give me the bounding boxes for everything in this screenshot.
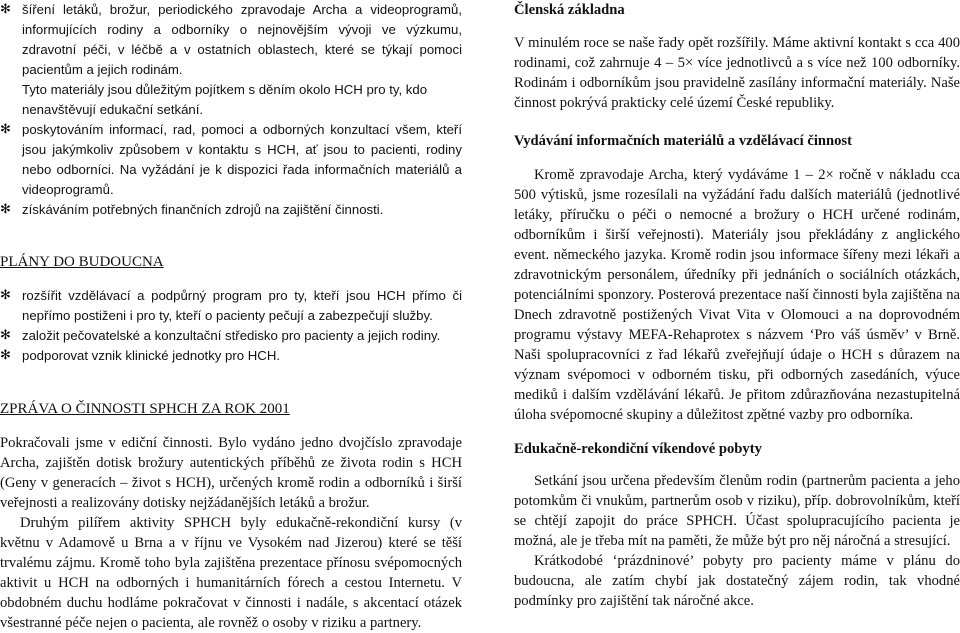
- edu-paragraph-1: Setkání jsou určena především členům rodin (partnerům pacienta a jeho potomkům či vnukům, partnerům osob v riziku), příp. dobrovolníkům, kteří se chtějí zapojit do práce SPHCH. Účast spolupracujícího pacienta je možná, ale je třeba mít na paměti, že může být pro něj náročná a stresující.: [514, 473, 960, 549]
- asterisk-bullet-icon: ✻: [0, 2, 11, 17]
- asterisk-bullet-icon: ✻: [0, 328, 11, 343]
- plan-text: založit pečovatelské a konzultační středisko pro pacienty a jejich rodiny.: [22, 328, 441, 343]
- member-heading: Členská základna: [514, 2, 625, 18]
- bullet-text: šíření letáků, brožur, periodického zpravodaje Archa a videoprogramů, informujících rodiny a odborníky o nejnovějším vývoji ve výzkumu, zdravotní péči, v léčbě a v ostatních oblastech, které se týkají pomoci pacientům a jejich rodinám.: [22, 2, 462, 77]
- plan-text: podporovat vznik klinické jednotky pro HCH.: [22, 348, 281, 363]
- bullet-text: poskytováním informací, rad, pomoci a odborných konzultací všem, kteří jsou jakýmkoliv způsobem v kontaktu s HCH, ať jsou to pacienti, rodiny nebo odborníci. Na vyžádání je k dispozici řada informačních materiálů a videoprogramů.: [22, 122, 462, 197]
- info-paragraph: Kromě zpravodaje Archa, který vydáváme 1 – 2× ročně v nákladu cca 500 výtisků, jsme rozesílali na vyžádání řadu dalších materiálů (jednotlivé letáky, příručku o péči o nemocné a brožury o HCH určené rodinám, odborníkům i širší veřejnosti). Materiály jsou překládány z anglického event. německého jazyka. Kromě rodin jsou informace šířeny mezi lékaři a zdravotnickým personálem, úředníky při jednáních o sociálních otázkách, potenciálními sponzory. Posterová prezentace naší činnosti byla zajištěna na Dnech zdravotně postižených Vivat Vita v Olomouci a na doprovodném programu výstavy MEFA-Rehaprotex s názvem ‘Pro váš úsměv’ v Brně. Naši spolupracovníci z řad lékařů zveřejňují údaje o HCH s důrazem na význam svépomoci v odborném tisku, při odborných zasedáních, výuce mediků i dalším vzdělávání lékařů. Je přitom zdůrazňována nezastupitelná úloha svépomocné skupiny a důležitost zpětné vazby pro odborníka.: [514, 167, 960, 423]
- bullet-funding: [0, 200, 462, 220]
- info-heading: Vydávání informačních materiálů a vzdělávací činnost: [514, 133, 852, 149]
- bullet-leaflets: [0, 0, 462, 80]
- report-paragraph-1: Pokračovali jsme v ediční činnosti. Bylo vydáno jedno dvojčíslo zpravodaje Archa, zajištěn dotisk brožury autentických příběhů ze života rodin s HCH (Geny v generacích – život s HCH), určených kromě rodin a odborníků i širší veřejnosti a realizovány dotisky nejžádanějších letáků a brožur.: [0, 435, 462, 511]
- report-heading: ZPRÁVA O ČINNOSTI SPHCH ZA ROK 2001: [0, 401, 290, 417]
- left-column: [0, 0, 462, 633]
- edu-heading: Edukačně-rekondiční víkendové pobyty: [514, 441, 762, 457]
- plan-item: [0, 326, 462, 346]
- plan-item: [0, 286, 462, 326]
- plans-heading: PLÁNY DO BUDOUCNA: [0, 254, 164, 270]
- right-column: [514, 0, 960, 611]
- edu-paragraph-2: Krátkodobé ‘prázdninové’ pobyty pro pacienty máme v plánu do budoucna, ale zatím chybí jak dostatečný zájem rodin, tak vhodné podmínky pro zajištění tak náročné akce.: [514, 553, 960, 609]
- plan-item: [0, 346, 462, 366]
- asterisk-bullet-icon: ✻: [0, 122, 11, 137]
- materials-note: Tyto materiály jsou důležitým pojítkem s děním okolo HCH pro ty, kdo nenavštěvují edukační setkání.: [22, 82, 428, 117]
- bullet-text: získáváním potřebných finančních zdrojů na zajištění činnosti.: [22, 202, 384, 217]
- asterisk-bullet-icon: ✻: [0, 202, 11, 217]
- member-paragraph: V minulém roce se naše řady opět rozšířily. Máme aktivní kontakt s cca 400 rodinami, což zahrnuje 4 – 5× více jednotlivců a s více než 100 odborníky. Rodinám i odborníkům jsou pravidelně zasílány informační materiály. Naše činnost pokrývá prakticky celé území České republiky.: [514, 35, 960, 111]
- asterisk-bullet-icon: ✻: [0, 288, 11, 303]
- report-paragraph-2: Druhým pilířem aktivity SPHCH byly edukačně-rekondiční kursy (v květnu v Adamově u Brna a v říjnu ve Vysokém nad Jizerou) které se těší trvalému zájmu. Kromě toho byla zajištěna prezentace přínosu svépomocných aktivit u HCH na odborných i humanitárních fórech a cestou Internetu. V obdobném duchu hodláme pokračovat v činnosti i nadále, s akcentací otázek všestranné péče nejen o pacienta, ale rovněž o osoby v riziku a partnery.: [0, 515, 462, 631]
- asterisk-bullet-icon: ✻: [0, 348, 11, 363]
- bullet-consultations: [0, 120, 462, 200]
- plan-text: rozšířit vzdělávací a podpůrný program pro ty, kteří jsou HCH přímo či nepřímo postiženi i pro ty, kteří o pacienty pečují a zabezpečují služby.: [22, 288, 462, 323]
